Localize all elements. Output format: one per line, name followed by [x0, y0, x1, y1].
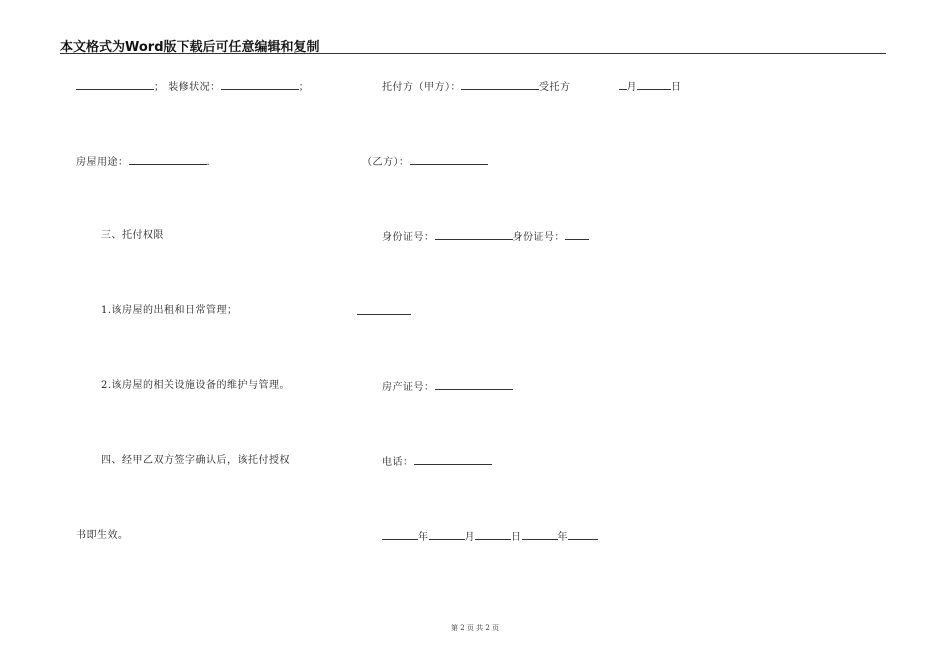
year-blank: [382, 530, 418, 540]
page-header-title: 本文格式为Word版下载后可任意编辑和复制: [60, 40, 320, 55]
agent-label: 受托方: [539, 82, 571, 93]
section-four-continuation: 书即生效。: [76, 530, 129, 541]
usage-blank: [129, 155, 207, 165]
deed-number-label: 房产证号：: [382, 382, 435, 393]
right-line-6: [382, 455, 492, 469]
month-label: 月: [626, 82, 637, 93]
id-number-blank-2: [565, 230, 589, 240]
year-blank-2: [522, 530, 558, 540]
page-number-footer: 第 2 页 共 2 页: [450, 624, 500, 632]
left-line-2: [76, 155, 210, 169]
right-line-1: [382, 80, 682, 94]
phone-blank: [414, 455, 492, 465]
left-line-1: [76, 80, 309, 94]
section-four-text: 四、经甲乙双方签字确认后，该托付授权: [101, 455, 290, 466]
year-label-2: 年: [557, 532, 568, 543]
right-line-3: [382, 230, 589, 244]
right-line-5: [382, 380, 513, 394]
section-three-heading: 三、托付权限: [101, 230, 164, 241]
separator: ；: [298, 82, 310, 93]
day-blank: [475, 530, 511, 540]
party-b-blank: [410, 155, 488, 165]
day-label: 日: [671, 82, 682, 93]
principal-blank: [461, 80, 539, 90]
right-line-4: [357, 305, 411, 319]
day-label: 日: [511, 532, 522, 543]
principal-label: 托付方（甲方）：: [382, 82, 461, 93]
period: .: [206, 157, 211, 168]
month-blank: [619, 80, 627, 90]
month-blank: [429, 530, 465, 540]
id-number-label: 身份证号：: [382, 232, 435, 243]
signature-blank: [357, 305, 411, 315]
phone-label: 电话：: [382, 457, 414, 468]
separator: ；: [154, 82, 165, 93]
right-line-2: [362, 155, 488, 169]
day-blank: [637, 80, 671, 90]
deed-number-blank: [435, 380, 513, 390]
decoration-label: 装修状况：: [168, 82, 221, 93]
authority-item-1: 1.该房屋的出租和日常管理；: [101, 305, 238, 316]
id-number-blank: [435, 230, 513, 240]
usage-label: 房屋用途：: [76, 157, 129, 168]
id-number-label-2: 身份证号：: [512, 232, 565, 243]
authority-item-2: 2.该房屋的相关设施设备的维护与管理。: [101, 380, 291, 391]
trailing-blank: [568, 530, 598, 540]
decoration-blank: [221, 80, 299, 90]
year-label: 年: [418, 532, 429, 543]
blank-field: [76, 80, 154, 90]
header-divider: [60, 53, 886, 54]
month-label: 月: [464, 532, 475, 543]
party-b-label: （乙方）：: [362, 157, 410, 168]
right-line-7: [382, 530, 598, 544]
